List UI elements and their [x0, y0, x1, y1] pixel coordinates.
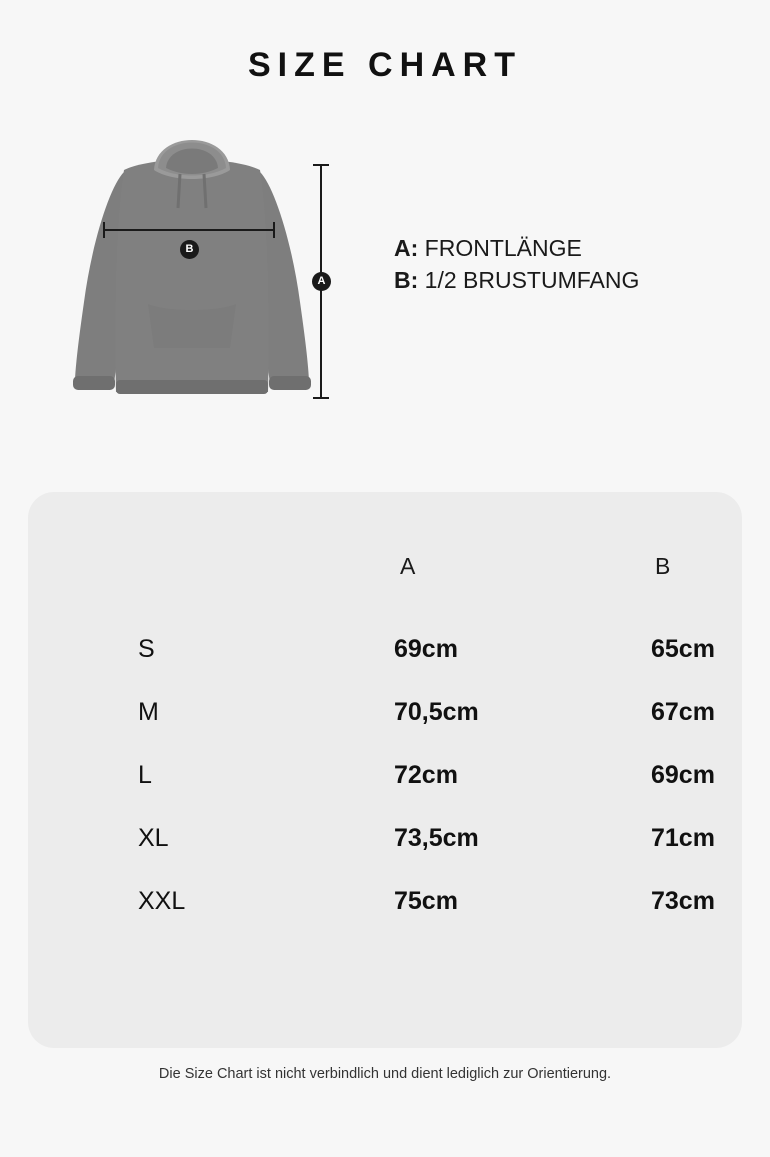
cell-size: S	[138, 635, 155, 663]
cell-a: 72cm	[394, 761, 458, 789]
header-size	[28, 552, 394, 618]
size-table	[28, 552, 770, 933]
cell-size: XL	[138, 824, 169, 852]
legend-key-b: B:	[394, 267, 419, 293]
dimension-line-b	[103, 229, 275, 231]
cell-b: 65cm	[651, 635, 715, 663]
size-table-card	[28, 492, 742, 1048]
cell-a: 75cm	[394, 887, 458, 915]
marker-b: B	[180, 240, 199, 259]
table-row	[28, 807, 770, 870]
legend-label-b: 1/2 BRUSTUMFANG	[424, 267, 640, 293]
hoodie-graphic	[62, 112, 322, 412]
legend-row-b	[394, 264, 639, 296]
cell-b: 69cm	[651, 761, 715, 789]
disclaimer-text: Die Size Chart ist nicht verbindlich und dient lediglich zur Orientierung.	[158, 1066, 612, 1082]
header-a: A	[400, 553, 416, 579]
table-header-row	[28, 552, 770, 618]
measurement-legend	[394, 232, 639, 296]
page-title: SIZE CHART	[248, 46, 522, 84]
cell-b: 67cm	[651, 698, 715, 726]
legend-key-a: A:	[394, 235, 419, 261]
cell-size: M	[138, 698, 159, 726]
garment-illustration	[0, 104, 770, 444]
hoodie-icon	[62, 112, 322, 412]
table-row	[28, 870, 770, 933]
cell-size: L	[138, 761, 152, 789]
cell-a: 73,5cm	[394, 824, 479, 852]
table-row	[28, 744, 770, 807]
cell-size: XXL	[138, 887, 186, 915]
header-b: B	[655, 553, 671, 579]
legend-row-a	[394, 232, 639, 264]
legend-label-a: FRONTLÄNGE	[424, 235, 582, 261]
cell-a: 70,5cm	[394, 698, 479, 726]
table-row	[28, 681, 770, 744]
cell-b: 73cm	[651, 887, 715, 915]
cell-a: 69cm	[394, 635, 458, 663]
table-row	[28, 618, 770, 681]
marker-a: A	[312, 272, 331, 291]
cell-b: 71cm	[651, 824, 715, 852]
